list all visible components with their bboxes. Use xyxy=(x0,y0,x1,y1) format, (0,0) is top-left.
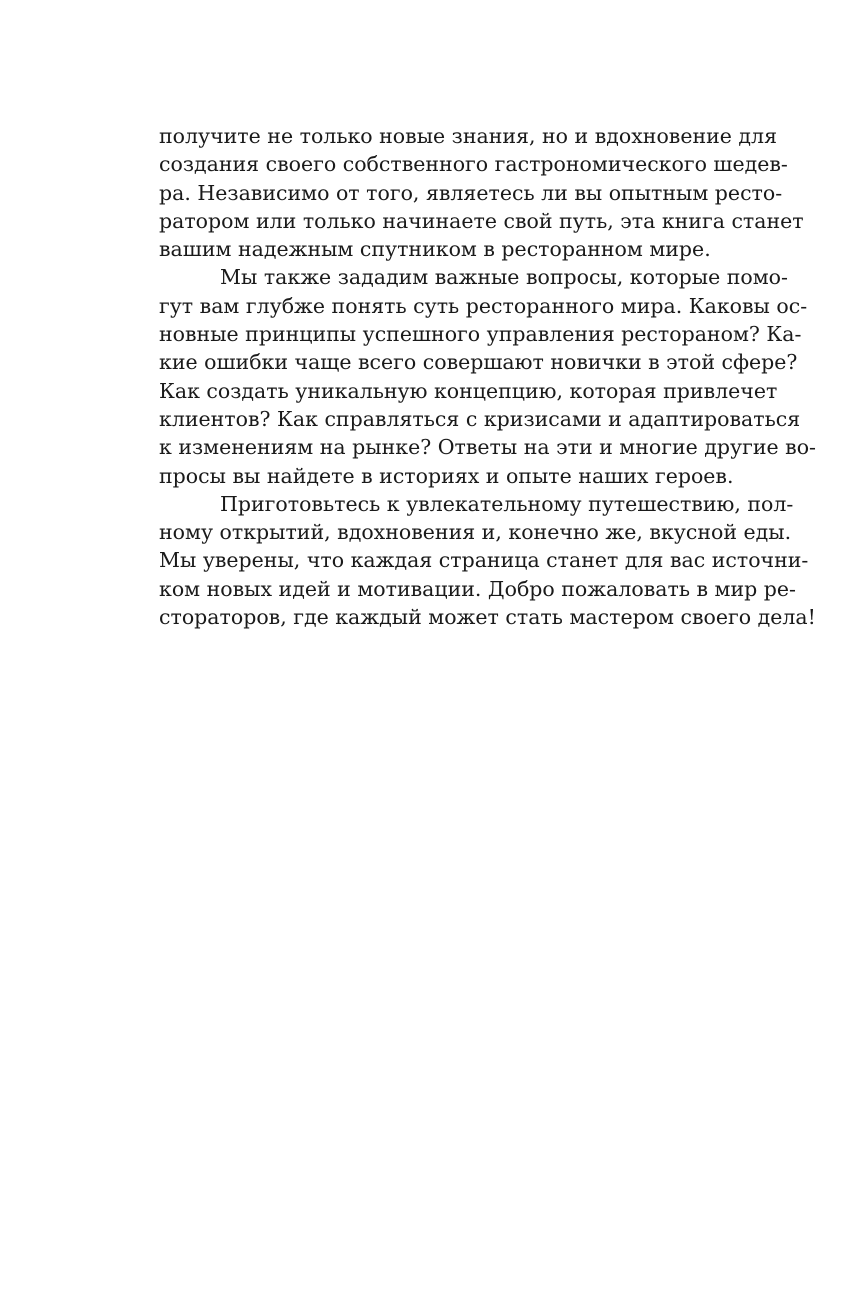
text-line: новные принципы успешного управления рестораном? Ка- xyxy=(159,322,802,347)
text-line: ному открытий, вдохновения и, конечно же, вкусной еды. xyxy=(159,520,792,545)
text-line: создания своего собственного гастрономического шедев- xyxy=(159,152,788,177)
text-line: Мы уверены, что каждая страница станет для вас источни- xyxy=(159,548,809,573)
text-line: ратором или только начинаете свой путь, эта книга станет xyxy=(159,208,804,233)
text-line: к изменениям на рынке? Ответы на эти и многие другие во- xyxy=(159,435,816,460)
text-line: Как создать уникальную концепцию, которая привлечет xyxy=(159,378,778,403)
paragraph-2 xyxy=(159,263,816,489)
body-text xyxy=(159,122,816,631)
text-line: стораторов, где каждый может стать мастером своего дела! xyxy=(159,605,816,630)
text-line: клиентов? Как справляться с кризисами и адаптироваться xyxy=(159,406,801,431)
text-line: ра. Независимо от того, являетесь ли вы опытным ресто- xyxy=(159,180,783,205)
paragraph-3 xyxy=(159,490,816,631)
text-line: просы вы найдете в историях и опыте наших героев. xyxy=(159,463,734,488)
text-line: вашим надежным спутником в ресторанном мире. xyxy=(159,237,711,262)
text-line: получите не только новые знания, но и вдохновение для xyxy=(159,124,778,148)
text-line: ком новых идей и мотивации. Добро пожаловать в мир ре- xyxy=(159,576,796,601)
text-line: гут вам глубже понять суть ресторанного мира. Каковы ос- xyxy=(159,293,808,318)
paragraph-1 xyxy=(159,122,804,263)
text-line: кие ошибки чаще всего совершают новички в этой сфере? xyxy=(159,350,798,375)
text-line: Приготовьтесь к увлекательному путешествию, пол- xyxy=(220,491,794,516)
text-line: Мы также зададим важные вопросы, которые помо- xyxy=(220,265,788,290)
